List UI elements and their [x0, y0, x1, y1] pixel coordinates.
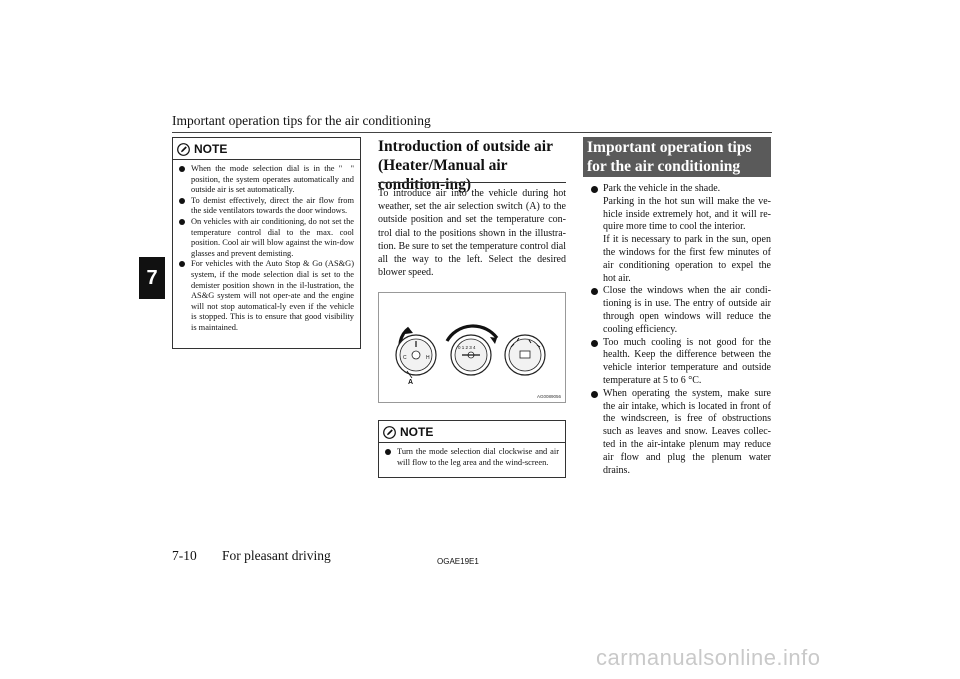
bullet-icon [591, 391, 598, 398]
tip-item: When operating the system, make sure the air intake, which is located in front of the windscreen, is free of obstructions such as leaves and snow. Leaves collec-ted in the air-intake plenum may reduce air flow and plug the plenum water drains. [591, 388, 771, 478]
note-header [379, 421, 565, 443]
tip-item: Close the windows when the air condi-tioning is in use. The entry of outside air through open windows will reduce the cooling efficiency. [591, 285, 771, 336]
bullet-icon [179, 261, 185, 267]
bullet-icon [591, 340, 598, 347]
tips-list [591, 183, 771, 477]
bullet-icon [179, 198, 185, 204]
note-list-middle [379, 443, 565, 472]
pencil-note-icon [383, 426, 396, 439]
note-heading: NOTE [194, 142, 228, 156]
note-item: Turn the mode selection dial clockwise and air will flow to the leg area and the wind-screen. [385, 447, 559, 468]
svg-text:C: C [403, 355, 407, 361]
chapter-tab: 7 [139, 257, 165, 299]
outside-air-paragraph: To introduce air into the vehicle during hot weather, set the air selection switch (A) to the outside position and set the temperature con-trol dial to the positions shown in the illustra-tion. Be sure to set the temperature control dial all the way to the left. Select the desired blower speed. [378, 188, 566, 279]
bullet-icon [591, 288, 598, 295]
running-header: Important operation tips for the air conditioning [172, 113, 431, 128]
figure-label-a: A [408, 379, 414, 386]
section-banner-operation-tips: Important operation tips for the air conditioning [583, 137, 771, 177]
note-heading: NOTE [400, 425, 434, 439]
pencil-note-icon [177, 143, 190, 156]
figure-code: AG0089056 [536, 394, 561, 399]
bullet-icon [591, 186, 598, 193]
bullet-icon [179, 166, 185, 172]
watermark: carmanualsonline.info [596, 645, 821, 670]
tip-item: Too much cooling is not good for the health. Keep the difference between the vehicle interior temperature and outside temperature at 5 to 6 °C. [591, 337, 771, 388]
section-heading-outside-air: Introduction of outside air (Heater/Manual air condition-ing) [378, 138, 553, 193]
note-header [173, 138, 360, 160]
note-box-middle [378, 420, 566, 478]
document-code: OGAE19E1 [437, 557, 479, 566]
page-number: 7-10 [172, 548, 197, 563]
note-box-left [172, 137, 361, 349]
note-item: When the mode selection dial is in the " " position, the system operates automatically and outside air is set automatically. [179, 164, 354, 196]
note-item: To demist effectively, direct the air flow from the side ventilators towards the door windows. [179, 196, 354, 217]
bullet-icon [385, 449, 391, 455]
footer-section-title: For pleasant driving [222, 548, 331, 563]
tip-item: Park the vehicle in the shade. Parking in the hot sun will make the ve-hicle inside extremely hot, and it will re-quire more time to cool the interior. If it is necessary to park in the sun, open the windows for the first few minutes of air conditioning operation to expel the hot air. [591, 183, 771, 285]
control-dials-illustration [379, 293, 565, 402]
bullet-icon [179, 219, 185, 225]
header-rule [172, 132, 772, 133]
note-item: On vehicles with air conditioning, do not set the temperature control dial to the max. cool position. Cool air will blow against the win-dow glasses and prevent demisting. [179, 217, 354, 259]
note-list-left [173, 160, 360, 338]
svg-text:0 1 2 3 4: 0 1 2 3 4 [458, 345, 476, 350]
svg-text:H: H [426, 355, 430, 361]
heading-rule [378, 182, 566, 183]
note-item: For vehicles with the Auto Stop & Go (AS&G) system, if the mode selection dial is set to the demister position shown in the il-lustration, the AS&G system will not oper-ate and the engine will not stop automatical-ly even if the vehicle is stopped. This is to ensure that good visibility is maintained. [179, 259, 354, 333]
control-panel-figure [378, 292, 566, 403]
